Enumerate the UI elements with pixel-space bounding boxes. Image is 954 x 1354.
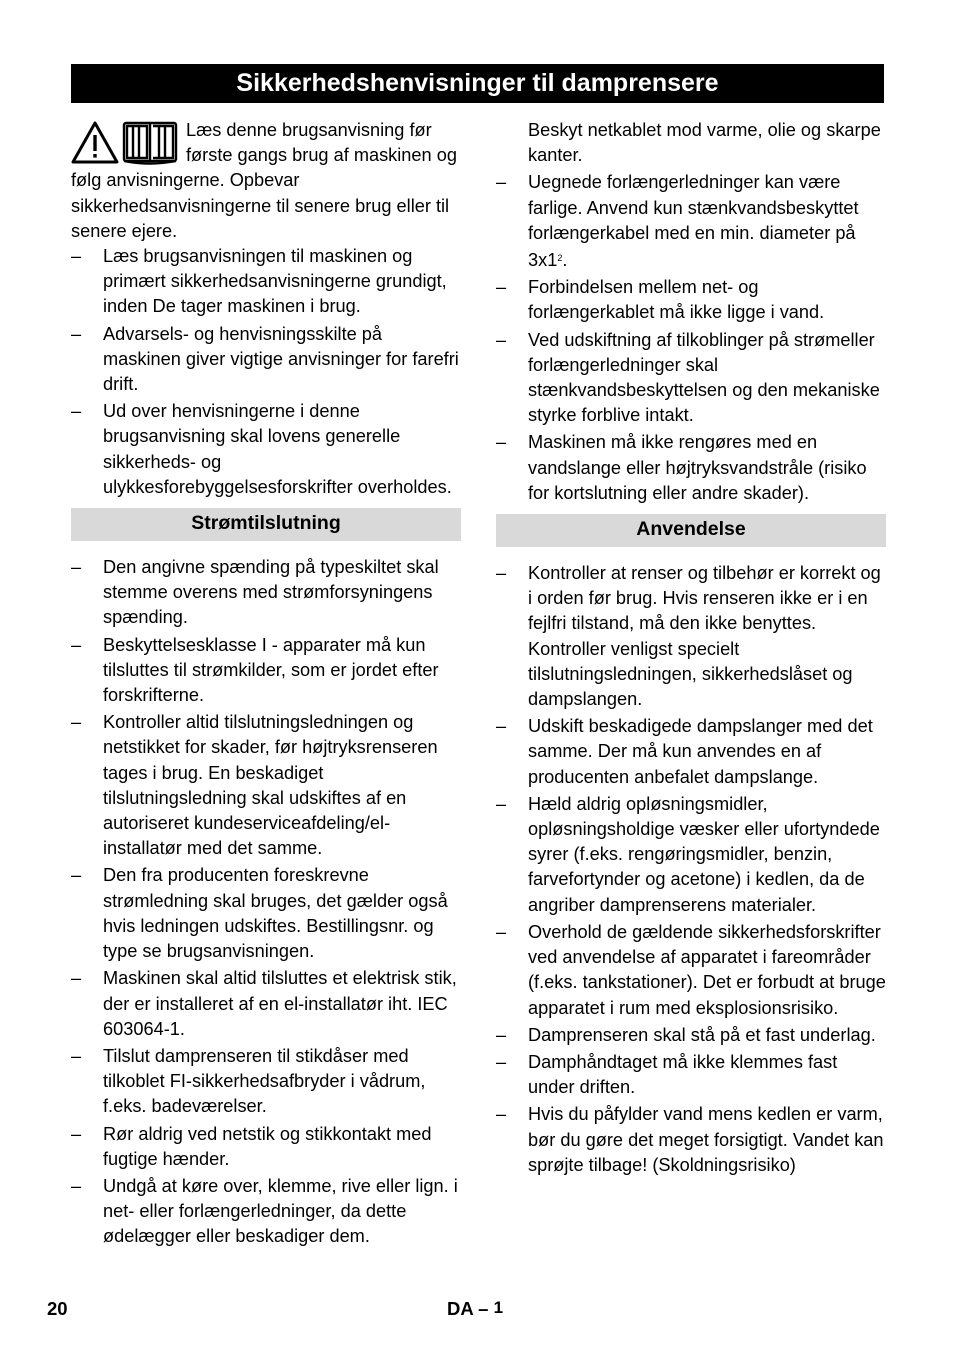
list-item: – Maskinen må ikke rengøres med en vandslange eller højtryksvandstråle (risiko for kortslutning eller andre skader). <box>496 432 867 503</box>
list-item: – Advarsels- og henvisningsskilte på maskinen giver vigtige anvisninger for farefri drift. <box>71 323 459 395</box>
list-item: – Den angivne spænding på typeskiltet skal stemme overens med strømforsyningens spænding. <box>71 557 439 628</box>
warning-manual-icon <box>71 120 179 166</box>
list-item: – Maskinen skal altid tilsluttes et elektrisk stik, der er installeret af en el-installatør iht. IEC 603064-1. <box>71 968 457 1039</box>
warning-triangle-icon <box>73 123 117 162</box>
list-item: – Undgå at køre over, klemme, rive eller lign. i net- eller forlængerledninger, da dette ødelægger eller beskadiger dem. <box>71 1175 458 1247</box>
intro-text: Læs denne brugsanvisning før første gangs brug af maskinen og følg anvisningerne. Opbevar sikkerhedsanvisningerne til senere brug eller til senere ejere. <box>71 120 457 241</box>
power-list-continued <box>496 170 886 506</box>
list-item: – Hvis du påfylder vand mens kedlen er varm, bør du gøre det meget forsigtigt. Vandet kan sprøjte tilbage! (Skoldningsrisiko) <box>496 1104 884 1175</box>
list-item: – Rør aldrig ved netstik og stikkontakt med fugtige hænder. <box>71 1123 432 1169</box>
use-list <box>496 561 886 1178</box>
intro-list <box>71 244 461 500</box>
power-list <box>71 555 461 1249</box>
footer-language: DA – 1 <box>447 1298 504 1319</box>
list-item: – Forbindelsen mellem net- og forlængerkablet må ikke ligge i vand. <box>496 277 825 323</box>
left-column <box>71 118 461 1252</box>
list-item: – Læs brugsanvisningen til maskinen og primært sikkerhedsanvisningerne grundigt, inden De tager maskinen i brug. <box>71 246 447 317</box>
list-item: – Den fra producenten foreskrevne strømledning skal bruges, det gælder også hvis ledningen udskiftes. Bestillingsnr. og type se brugsanvisningen. <box>71 865 448 962</box>
list-item: – Uegnede forlængerledninger kan være farlige. Anvend kun stænkvandsbeskyttet forlængerkabel med en min. diameter på $3x1^2$. <box>496 172 859 271</box>
list-item: – Damphåndtaget må ikke klemmes fast under driften. <box>496 1051 838 1098</box>
list-item: – Udskift beskadigede dampslanger med det samme. Der må kun anvendes en af producenten anbefalet dampslange. <box>496 716 873 787</box>
list-item: – Beskyttelsesklasse I - apparater må kun tilsluttes til strømkilder, som er jordet efter forskrifterne. <box>71 634 439 706</box>
list-item: – Ud over henvisningerne i denne brugsanvisning skal lovens generelle sikkerheds- og ulykkesforebyggelsesforskrifter overholdes. <box>71 401 452 497</box>
list-item: – Damprenseren skal stå på et fast underlag. <box>496 1024 876 1045</box>
list-item: – Overhold de gældende sikkerhedsforskrifter ved anvendelse af apparatet i fareområder (f.eks. tankstationer). Det er forbudt at bruge apparatet i rum med eksplosionsrisiko. <box>496 921 886 1018</box>
section-heading-power: Strømtilslutning <box>71 508 461 541</box>
section-heading-use: Anvendelse <box>496 514 886 547</box>
list-item: – Ved udskiftning af tilkoblinger på strømeller forlængerledninger skal stænkvandsbeskyttelsen og den mekaniske styrke forblive intakt. <box>496 329 880 426</box>
page-title: Sikkerhedshenvisninger til damprensere <box>71 64 884 103</box>
intro-block <box>71 118 461 244</box>
manual-book-icon <box>124 123 176 164</box>
right-column <box>496 118 886 1180</box>
page-number: 20 <box>47 1298 68 1319</box>
list-item: – Tilslut damprenseren til stikdåser med tilkoblet FI-sikkerhedsafbryder i vådrum, f.eks. badeværelser. <box>71 1045 426 1117</box>
list-item: – Kontroller altid tilslutningsledningen og netstikket for skader, før højtryksrenseren tages i brug. En beskadiget tilslutningsledning skal udskiftes af en autoriseret kundeserviceafdeling/el-installatør med det samme. <box>71 712 438 859</box>
list-item-continuation: Beskyt netkablet mod varme, olie og skarpe kanter. <box>528 120 881 166</box>
list-item: – Kontroller at renser og tilbehør er korrekt og i orden før brug. Hvis renseren ikke er i en fejlfri tilstand, må den ikke benyttes. Kontroller venligst specielt tilslutningsledningen, sikkerhedslåset og dampslangen. <box>496 563 881 710</box>
list-item: – Hæld aldrig opløsningsmidler, opløsningsholdige væsker eller ufortyndede syrer (f.eks. rengøringsmidler, benzin, farvefortynder og acetone) i kedlen, da de angriber damprenserens materialer. <box>496 793 880 915</box>
